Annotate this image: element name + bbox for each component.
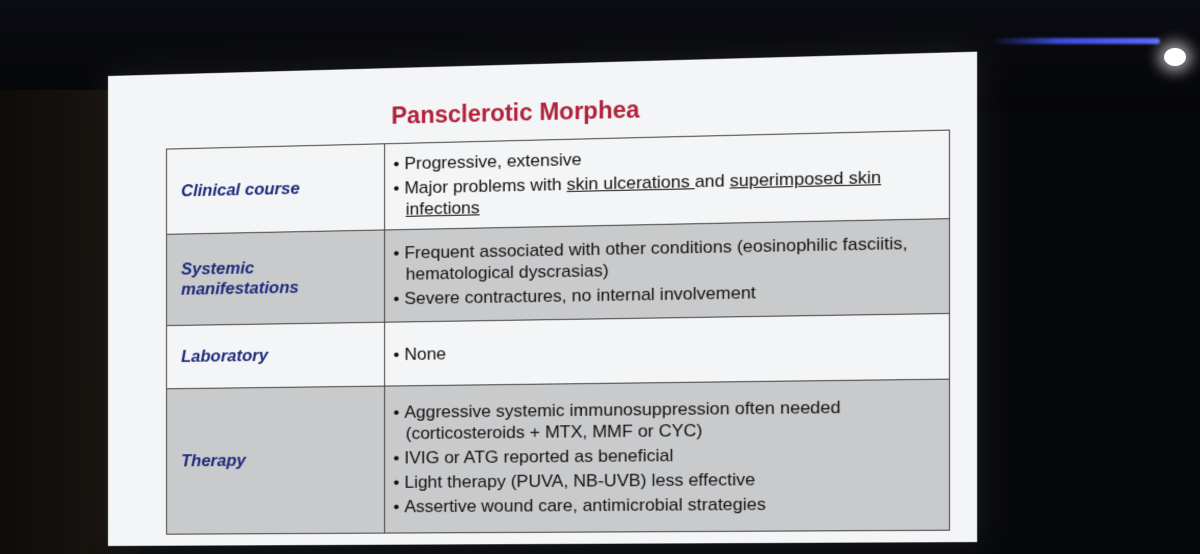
row-content [385, 313, 950, 386]
bullet-text: Major problems with [404, 174, 567, 198]
table-row-clinical-course [167, 130, 950, 234]
table-row-therapy [167, 379, 950, 534]
bullet-item: • None [393, 335, 940, 364]
row-label: Clinical course [167, 144, 385, 235]
bullet-item: • Progressive, extensive [393, 140, 940, 174]
slide [108, 52, 977, 546]
table-row-laboratory [167, 313, 950, 388]
morphea-table [166, 130, 950, 535]
row-label-line: manifestations [181, 278, 299, 299]
bullet-text: and [694, 170, 730, 192]
bullet-item: • Assertive wound care, antimicrobial strategies [393, 492, 940, 517]
row-label: Therapy [167, 386, 385, 534]
row-label-line: Systemic [181, 259, 255, 279]
row-content [385, 379, 950, 533]
bullet-item: • Aggressive systemic immunosuppression often needed (corticosteroids + MTX, MMF or CYC) [393, 395, 940, 444]
underlined-term: superimposed skin infections [405, 167, 882, 219]
row-content [385, 130, 950, 230]
row-label [167, 230, 385, 326]
row-content [385, 219, 950, 323]
bullet-item: • Light therapy (PUVA, NB-UVB) less effective [393, 467, 940, 493]
underlined-term: skin ulcerations [566, 171, 695, 195]
slide-title: Pansclerotic Morphea [391, 96, 640, 129]
bullet-item: • Frequent associated with other conditions (eosinophilic fasciitis, hematological dyscrasias) [393, 232, 940, 285]
bullet-item: • Severe contractures, no internal involvement [393, 279, 940, 310]
row-label: Laboratory [167, 322, 385, 389]
table-row-systemic-manifestations [167, 219, 950, 326]
bullet-item [393, 165, 940, 220]
bullet-item: • IVIG or ATG reported as beneficial [393, 442, 940, 468]
